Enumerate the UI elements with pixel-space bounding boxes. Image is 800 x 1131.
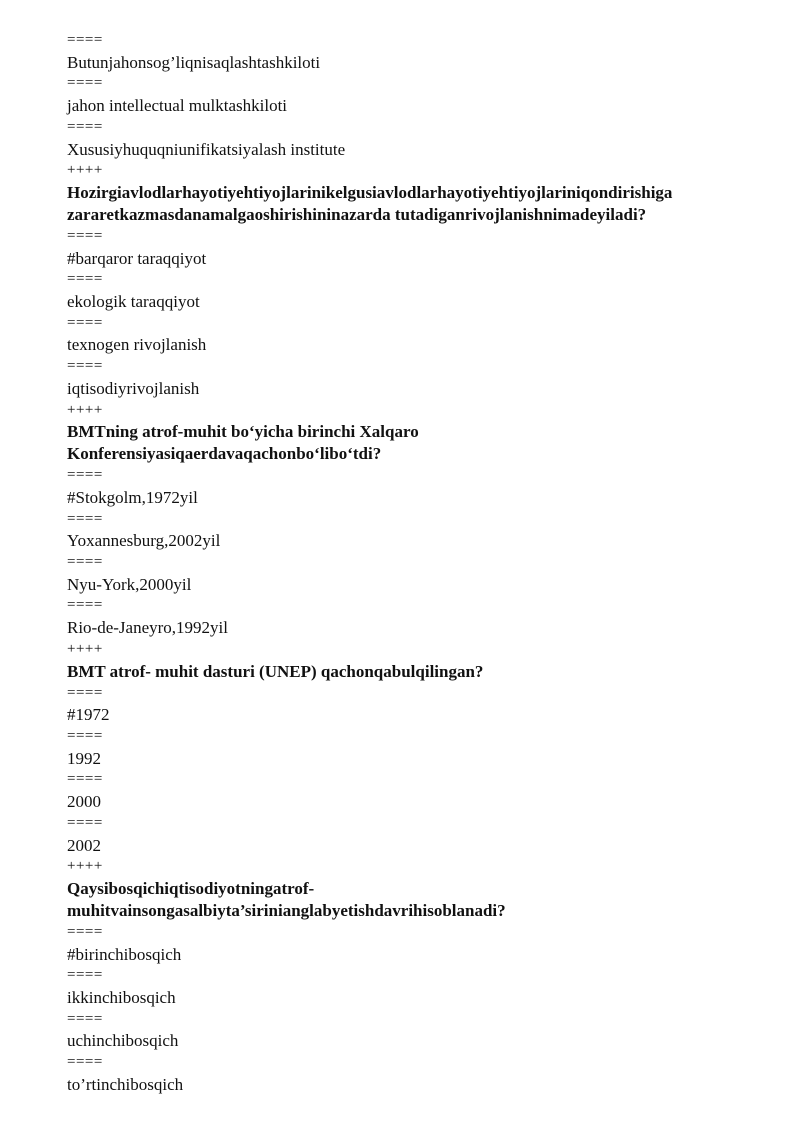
separator-marker: ====: [67, 32, 103, 48]
answer-option: Nyu-York,2000yil: [67, 574, 192, 594]
document-page: [67, 30, 767, 1096]
answer-option: ikkinchibosqich: [67, 988, 176, 1008]
answer-option: texnogen rivojlanish: [67, 335, 207, 355]
separator-marker: ====: [67, 967, 103, 984]
answer-option: 1992: [67, 748, 101, 768]
separator-marker: ====: [67, 358, 103, 375]
answer-option: Butunjahonsog’liqnisaqlashtashkiloti: [67, 52, 321, 72]
answer-option: uchinchibosqich: [67, 1031, 179, 1051]
separator-marker: ====: [67, 227, 103, 244]
answer-option: #birinchibosqich: [67, 944, 182, 964]
separator-marker: ====: [67, 75, 103, 92]
separator-marker: ====: [67, 1054, 103, 1071]
question-line: muhitvainsongasalbiyta’sirinianglabyetishdavrihisoblanadi?: [67, 900, 506, 920]
question-text: [67, 661, 767, 683]
answer-option: #1972: [67, 705, 110, 725]
separator-marker: ====: [67, 314, 103, 331]
question-text: [67, 182, 767, 226]
question-line: BMTning atrof-muhit bo‘yicha birinchi Xalqaro: [67, 422, 419, 442]
answer-option: Rio-de-Janeyro,1992yil: [67, 618, 228, 638]
separator-marker: ====: [67, 814, 103, 831]
question-line: zararetkazmasdanamalgaoshirishininazarda tutadiganrivojlanishnimadeyiladi?: [67, 204, 647, 224]
separator-marker: ====: [67, 1010, 103, 1027]
separator-marker: ====: [67, 684, 103, 701]
separator-marker: ====: [67, 771, 103, 788]
separator-marker: ====: [67, 271, 103, 288]
separator-marker: ====: [67, 118, 103, 135]
question-text: [67, 878, 767, 922]
question-line: Qaysibosqichiqtisodiyotningatrof-: [67, 878, 315, 898]
answer-option: 2000: [67, 792, 101, 812]
separator-marker: ====: [67, 923, 103, 940]
answer-option: jahon intellectual mulktashkiloti: [67, 96, 288, 116]
answer-option: Xususiyhuquqniunifikatsiyalash institute: [67, 139, 346, 159]
answer-option: #barqaror taraqqiyot: [67, 248, 207, 268]
answer-option: ekologik taraqqiyot: [67, 292, 200, 312]
separator-marker: ++++: [67, 640, 103, 657]
separator-marker: ====: [67, 727, 103, 744]
answer-option: iqtisodiyrivojlanish: [67, 378, 200, 398]
separator-marker: ++++: [67, 858, 103, 875]
answer-option: 2002: [67, 835, 101, 855]
question-line: Konferensiyasiqaerdavaqachonbo‘libo‘tdi?: [67, 444, 382, 464]
separator-marker: ====: [67, 554, 103, 571]
answer-option: to’rtinchibosqich: [67, 1074, 184, 1094]
separator-marker: ====: [67, 510, 103, 527]
separator-marker: ====: [67, 467, 103, 484]
separator-marker: ++++: [67, 162, 103, 179]
question-line: BMT atrof- muhit dasturi (UNEP) qachonqabulqilingan?: [67, 661, 484, 681]
separator-marker: ++++: [67, 401, 103, 418]
question-text: [67, 421, 767, 465]
answer-option: Yoxannesburg,2002yil: [67, 531, 221, 551]
answer-option: #Stokgolm,1972yil: [67, 487, 198, 507]
separator-marker: ====: [67, 597, 103, 614]
question-line: Hozirgiavlodlarhayotiyehtiyojlarinikelgusiavlodlarhayotiyehtiyojlariniqondirishiga: [67, 182, 673, 202]
